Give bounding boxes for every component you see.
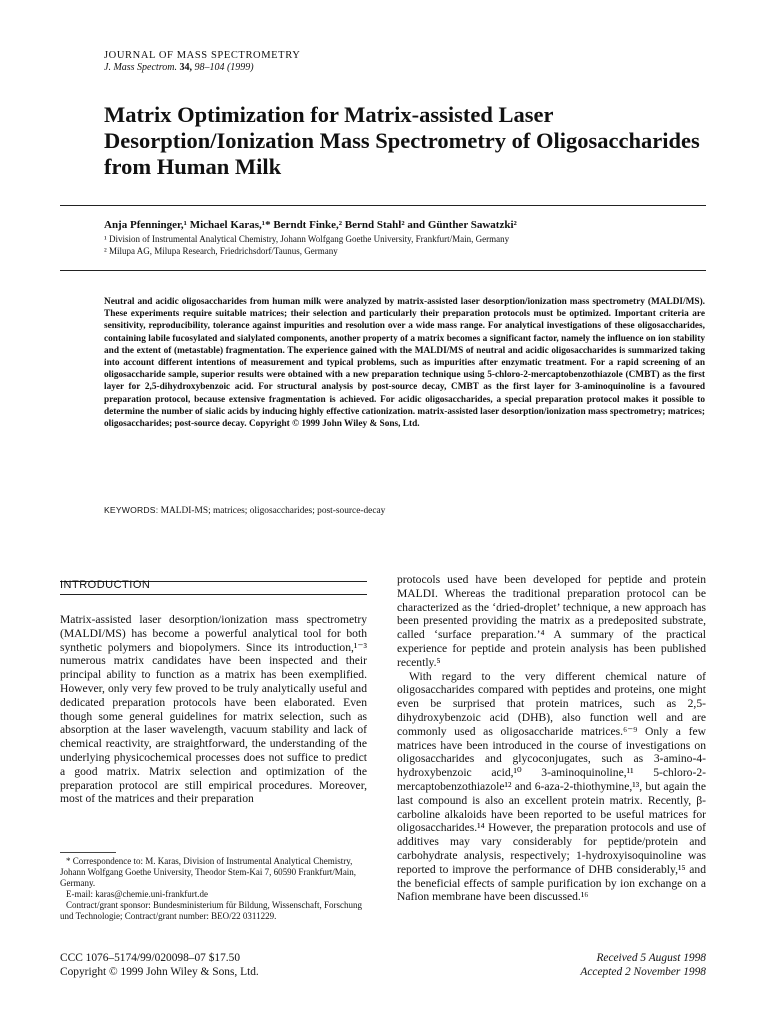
keywords-line xyxy=(104,505,385,516)
footnote-rule xyxy=(60,852,116,853)
footnote-correspondence: * Correspondence to: M. Karas, Division of Instrumental Analytical Chemistry, Johann Wolfgang Goethe University, Theodor Stem-Kai 7, 60590 Frankfurt/Main, Germany. xyxy=(60,856,357,888)
affiliation-1: ¹ Division of Instrumental Analytical Chemistry, Johann Wolfgang Goethe University, Frankfurt/Main, Germany xyxy=(104,234,510,244)
citation-pages: 98–104 (1999) xyxy=(191,62,254,73)
keywords-label: KEYWORDS: xyxy=(104,505,159,515)
keywords-list: MALDI-MS; matrices; oligosaccharides; post-source-decay xyxy=(158,506,386,516)
footnote-grant: Contract/grant sponsor: Bundesministerium für Bildung, Wissenschaft, Forschung und Technologie; Contract/grant number: BEO/22 0311229. xyxy=(60,900,362,921)
intro-paragraph-1: Matrix-assisted laser desorption/ionization mass spectrometry (MALDI/MS) has become a powerful analytical tool for both synthetic polymers and biopolymers. Since its introduction,¹⁻³ numerous matrix candidates have been inspected and their principal ability to function as a matrix has been exemplified. However, only very few proved to be truly analytically useful and dedicated preparation protocols have been elaborated. Even though some general guidelines for matrix selection, such as absorption at the laser wavelength, vacuum stability and lack of chemical reactivity, are straightforward, the understanding of the underlying physicochemical processes does not suffice to predict a good matrix. Matrix selection and optimization of the preparation protocol are still empirical procedures. Moreover, most of the matrices and their preparation xyxy=(60,613,367,806)
copyright-line: Copyright © 1999 John Wiley & Sons, Ltd. xyxy=(60,966,259,978)
intro-paragraph-3: With regard to the very different chemical nature of oligosaccharides compared with peptides and proteins, one might even be surprised that protein matrices, such as 2,5-dihydroxybenzoic acid (DHB), also function well and are commonly used as oligosaccharide matrices.⁶⁻⁹ Only a few matrices have been introduced in the course of investigations on oligosaccharides and glycoconjugates, such as 3-amino-4-hydroxybenzoic acid,¹⁰ 3-aminoquinoline,¹¹ 5-chloro-2-mercaptobenzothiazole¹² and 6-aza-2-thiothymine,¹³, but again the last compound is also an excellent protein matrix. Recently, β-carboline alkaloids have been reported to be useful matrices for oligosaccharides.¹⁴ However, the preparation protocols and use of additives may vary considerably for peptide/protein and carbohydrate analysis, respectively; 1-hydroxyisoquinoline was reported to improve the performance of DHB considerably,¹⁵ and the beneficial effects of sample purification by ion exchange on a Nafion membrane have been discussed.¹⁶ xyxy=(397,669,706,904)
affiliation-2: ² Milupa AG, Milupa Research, Friedrichsdorf/Taunus, Germany xyxy=(104,246,338,256)
citation-journal-abbrev: J. Mass Spectrom. xyxy=(104,62,177,73)
section-heading-introduction: INTRODUCTION xyxy=(60,579,151,591)
received-date: Received 5 August 1998 xyxy=(596,952,706,964)
citation-volume: 34, xyxy=(179,62,192,73)
paper-title: Matrix Optimization for Matrix-assisted Laser Desorption/Ionization Mass Spectrometry of Oligosaccharides from Human Milk xyxy=(104,102,700,179)
footer-right xyxy=(580,951,706,979)
intro-heading-bottom-rule xyxy=(60,594,367,595)
intro-right-column xyxy=(397,573,706,904)
footnotes xyxy=(60,856,367,922)
abstract-top-rule xyxy=(60,270,706,271)
journal-citation xyxy=(104,62,254,73)
abstract: Neutral and acidic oligosaccharides from human milk were analyzed by matrix-assisted laser desorption/ionization mass spectrometry (MALDI/MS). These experiments require suitable matrices; their selection and particularly their preparation protocols must be optimized. Important criteria are sensitivity, reproducibility, tolerance against impurities and resolution over a wide mass range. For analytical investigations of these oligosaccharides, containing labile fucosylated and sialylated components, another property of a matrix becomes a significant factor, namely the influence on ion stability and the extent of (metastable) fragmentation. The experience gained with the MALDI/MS of neutral and acidic oligosaccharides is summarized taking into account different intentions of measurement and typical problems, such as impurities after enzymatic treatment. For a rapid screening of an oligosaccharide sample, superior results were obtained with a new preparation technique using 5-chloro-2-mercaptobenzothiazole (CMBT) as the first layer for 2,5-dihydroxybenzoic acid. For structural analysis by post-source decay, CMBT as the first layer for 3-aminoquinoline is a favoured preparation protocol, because extensive fragmentation is achieved. For acidic oligosaccharides, a special preparation protocol makes it possible to determine the number of sialic acids by inducing highly effective cationization. matrix-assisted laser desorption/ionization mass spectrometry; matrices; oligosaccharides; post-source decay. Copyright © 1999 John Wiley & Sons, Ltd. xyxy=(104,297,705,430)
author-list: Anja Pfenninger,¹ Michael Karas,¹* Berndt Finke,² Bernd Stahl² and Günther Sawatzki² xyxy=(104,219,517,231)
ccc-code: CCC 1076–5174/99/020098–07 $17.50 xyxy=(60,952,241,964)
intro-left-column xyxy=(60,613,367,806)
title-rule xyxy=(60,205,706,206)
footer-left xyxy=(60,951,259,979)
journal-name: JOURNAL OF MASS SPECTROMETRY xyxy=(104,50,301,61)
footnote-email: E-mail: karas@chemie.uni-frankfurt.de xyxy=(66,889,208,899)
accepted-date: Accepted 2 November 1998 xyxy=(580,966,706,978)
intro-paragraph-2: protocols used have been developed for peptide and protein MALDI. Whereas the traditional preparation protocol can be characterized as the ‘dried-droplet’ technique, a new approach has been presented providing the matrix as a predeposited substrate, called ‘surface preparation.’⁴ A summary of the practical experience for peptide and protein analysis has been published recently.⁵ xyxy=(397,573,706,669)
